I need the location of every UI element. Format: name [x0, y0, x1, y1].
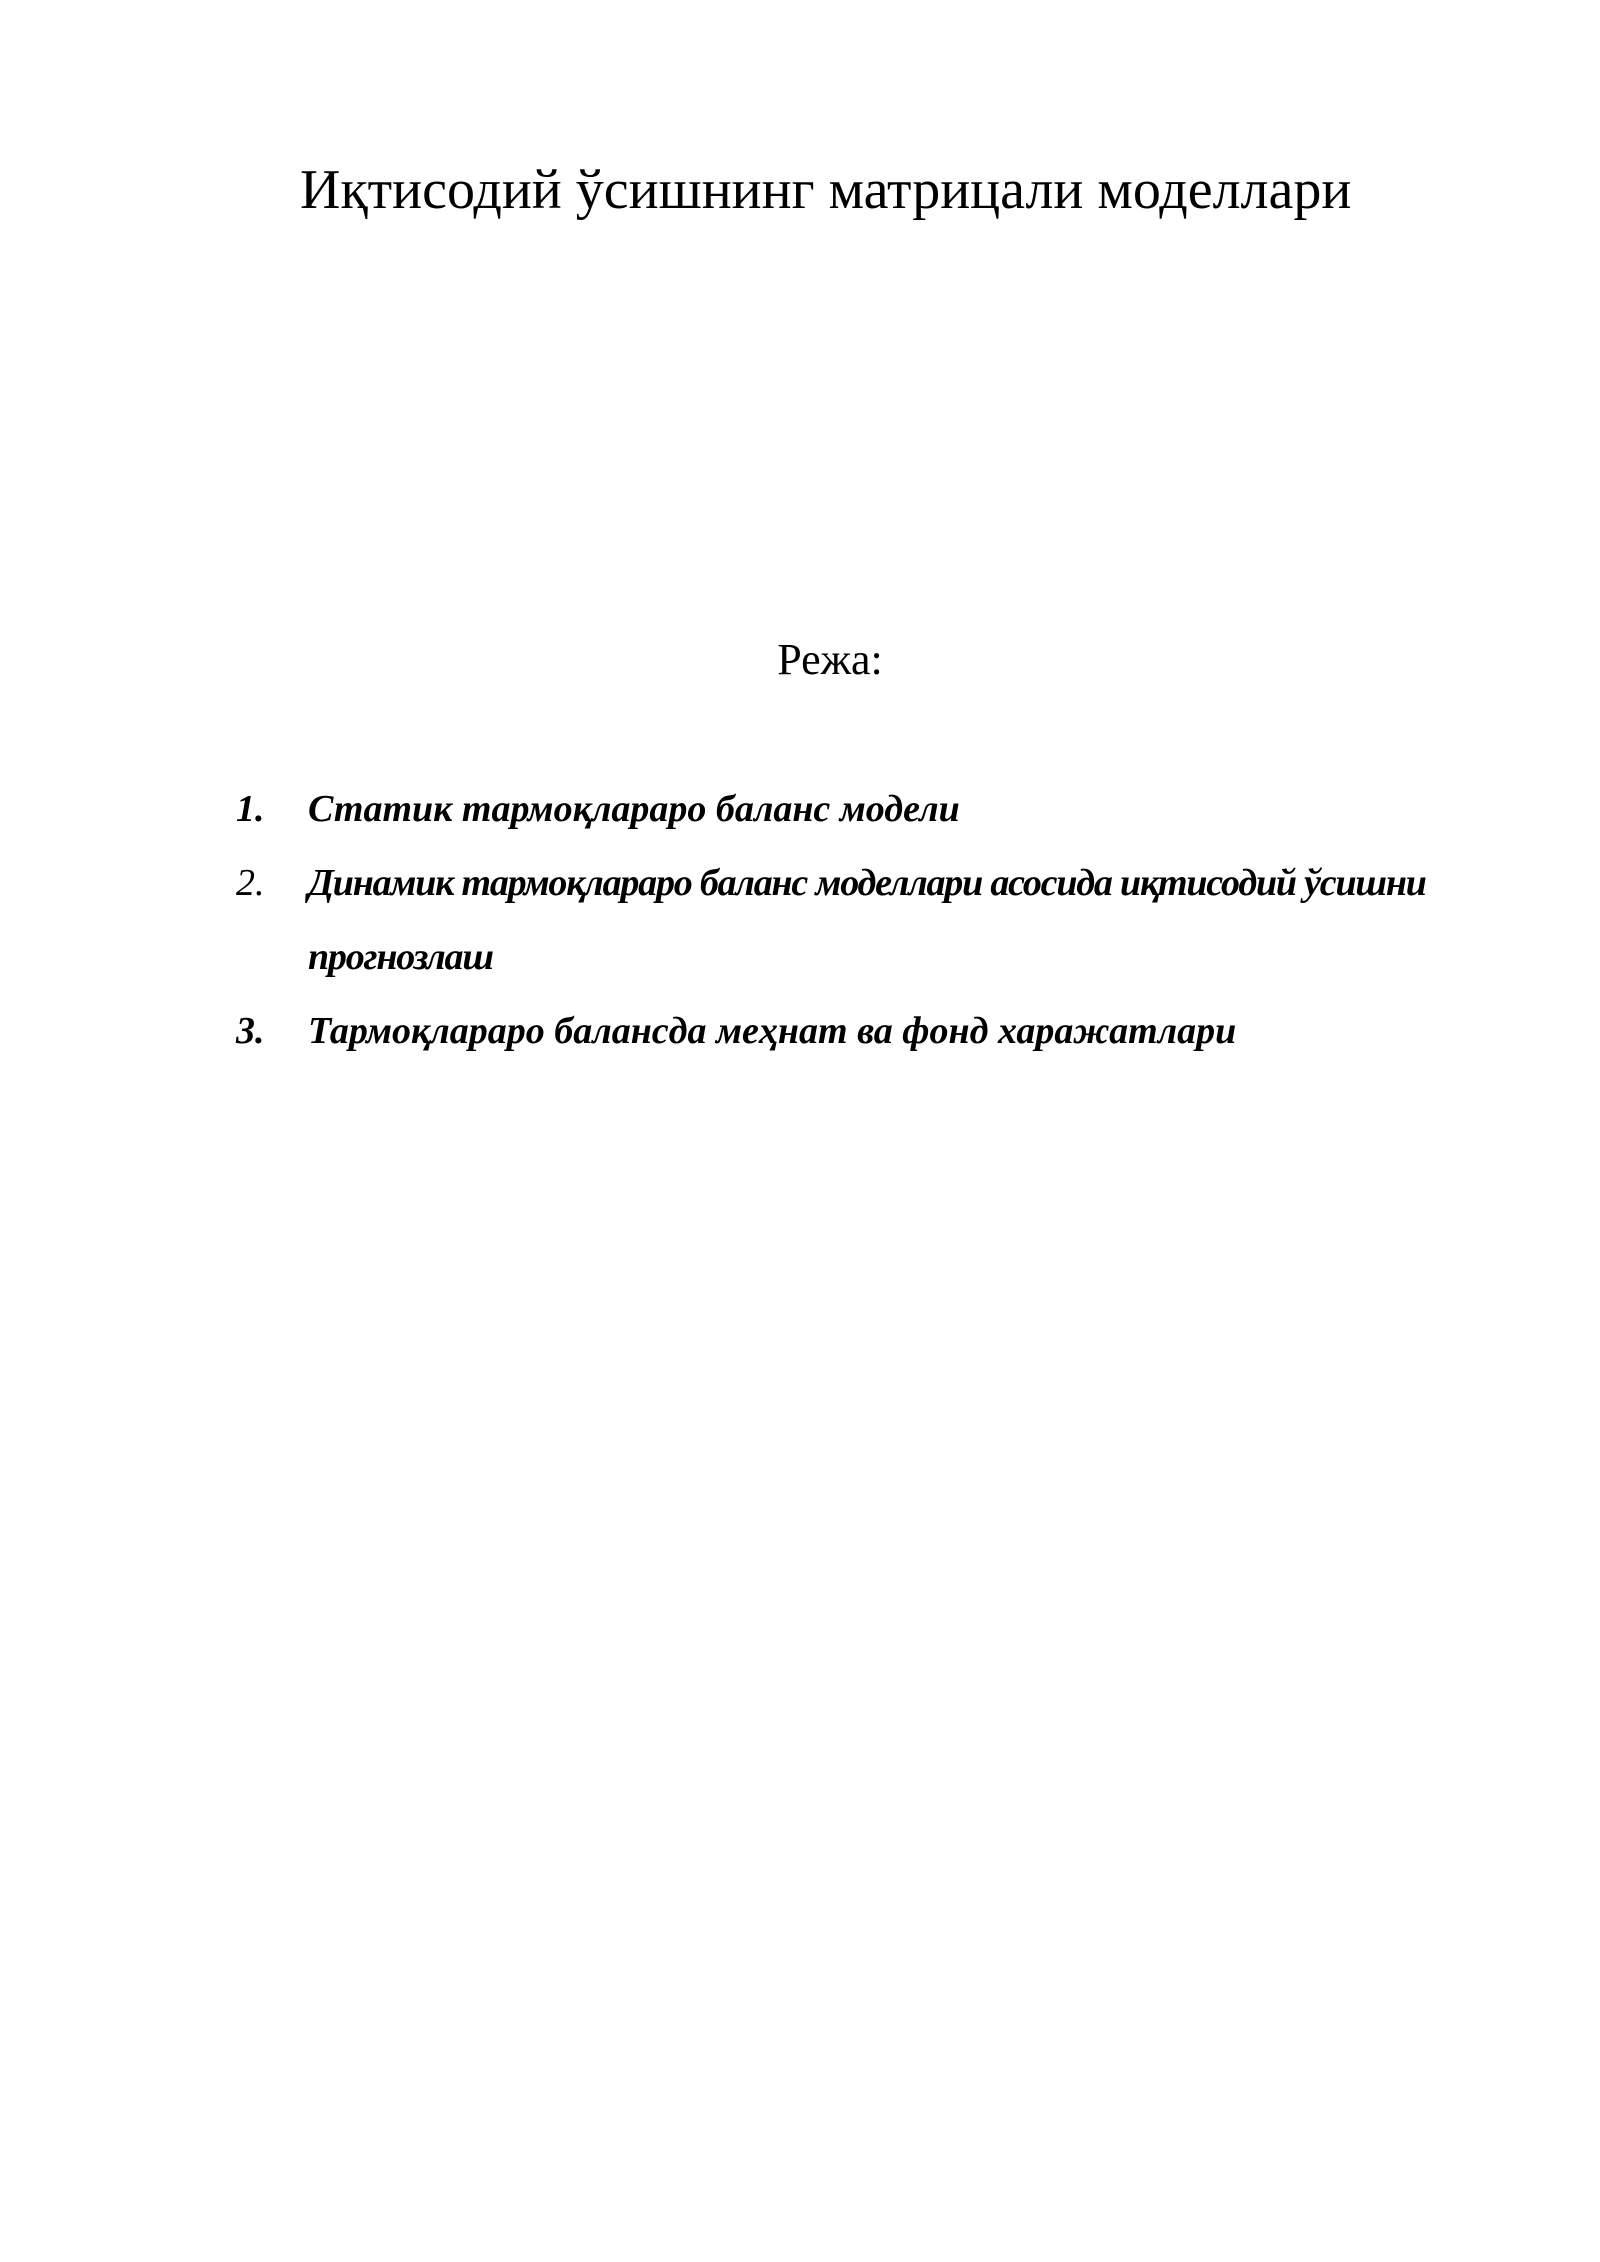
- plan-item-text: Динамик тармоқлараро баланс моделлари асосида иқтисодий ўсишни прогнозлаш: [308, 862, 1426, 978]
- document-title: Иқтисодий ўсишнинг матрицали моделлари: [300, 159, 1352, 221]
- plan-item: [236, 994, 1436, 1068]
- plan-item: [236, 772, 1436, 846]
- plan-item-number: 3.: [236, 1010, 265, 1052]
- plan-list: [236, 772, 1436, 1068]
- plan-item-number: 1.: [236, 788, 265, 830]
- plan-item: [236, 846, 1436, 994]
- plan-item-number: 2.: [236, 862, 265, 904]
- plan-heading: Режа:: [777, 635, 883, 684]
- plan-item-text: Тармоқлараро балансда меҳнат ва фонд харажатлари: [308, 1010, 1237, 1052]
- plan-item-text: Статик тармоқлараро баланс модели: [308, 788, 960, 830]
